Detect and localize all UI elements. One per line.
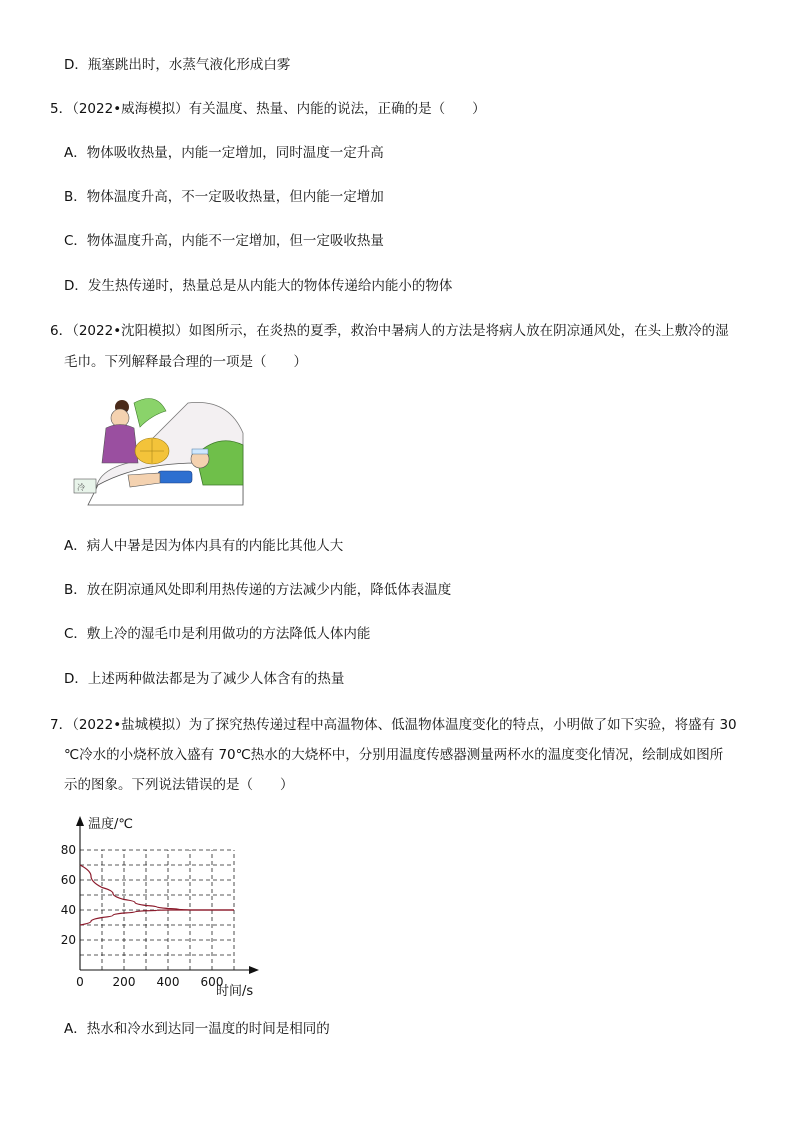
q7-stem-line1: 7．（2022•盐城模拟）为了探究热传递过程中高温物体、低温物体温度变化的特点，小明做了如下实验，将盛有 30: [50, 717, 737, 733]
q6-option-b: B．放在阴凉通风处即利用热传递的方法减少内能，降低体表温度: [64, 582, 452, 598]
temperature-time-chart: [50, 810, 280, 1000]
x-tick-label: 200: [112, 975, 136, 989]
q5-option-d: D．发生热传递时，热量总是从内能大的物体传递给内能小的物体: [64, 278, 453, 294]
q7-stem-line2: ℃冷水的小烧杯放入盛有 70℃热水的大烧杯中，分别用温度传感器测量两杯水的温度变化情况，绘制成如图所: [64, 747, 724, 763]
svg-text:冷: 冷: [77, 483, 85, 492]
y-tick-label: 80: [60, 843, 76, 857]
y-tick-label: 60: [60, 873, 76, 887]
chart-xlabel: 时间/s: [216, 984, 254, 999]
q5-option-a: A．物体吸收热量，内能一定增加，同时温度一定升高: [64, 145, 384, 161]
q5-option-b: B．物体温度升高，不一定吸收热量，但内能一定增加: [64, 189, 384, 205]
q6-stem-line2: 毛巾。下列解释最合理的一项是（ ）: [64, 354, 307, 370]
q5-option-c: C．物体温度升高，内能不一定增加，但一定吸收热量: [64, 233, 384, 249]
q7-option-a: A．热水和冷水到达同一温度的时间是相同的: [64, 1021, 330, 1037]
series-line-2: [80, 910, 234, 925]
series-line-1: [80, 865, 234, 910]
q6-option-c: C．敷上冷的湿毛巾是利用做功的方法降低人体内能: [64, 626, 371, 642]
prev-option-d: D．瓶塞跳出时，水蒸气液化形成白雾: [64, 57, 291, 73]
q6-stem-line1: 6．（2022•沈阳模拟）如图所示，在炎热的夏季，救治中暑病人的方法是将病人放在阴凉通风处，在头上敷冷的湿: [50, 323, 729, 339]
x-tick-label: 0: [76, 975, 84, 989]
q7-stem-line3: 示的图象。下列说法错误的是（ ）: [64, 777, 294, 793]
x-axis-arrow: [249, 966, 259, 974]
q5-stem: 5．（2022•威海模拟）有关温度、热量、内能的说法，正确的是（ ）: [50, 101, 486, 117]
y-axis-arrow: [76, 816, 84, 826]
y-tick-label: 40: [60, 903, 76, 917]
x-tick-label: 400: [156, 975, 180, 989]
heatstroke-illustration: [68, 393, 248, 511]
y-tick-label: 20: [60, 933, 76, 947]
q6-option-a: A．病人中暑是因为体内具有的内能比其他人大: [64, 538, 344, 554]
q6-option-d: D．上述两种做法都是为了减少人体含有的热量: [64, 671, 345, 687]
chart-ylabel: 温度/℃: [88, 817, 133, 832]
x-tick-label: 600: [200, 975, 224, 989]
